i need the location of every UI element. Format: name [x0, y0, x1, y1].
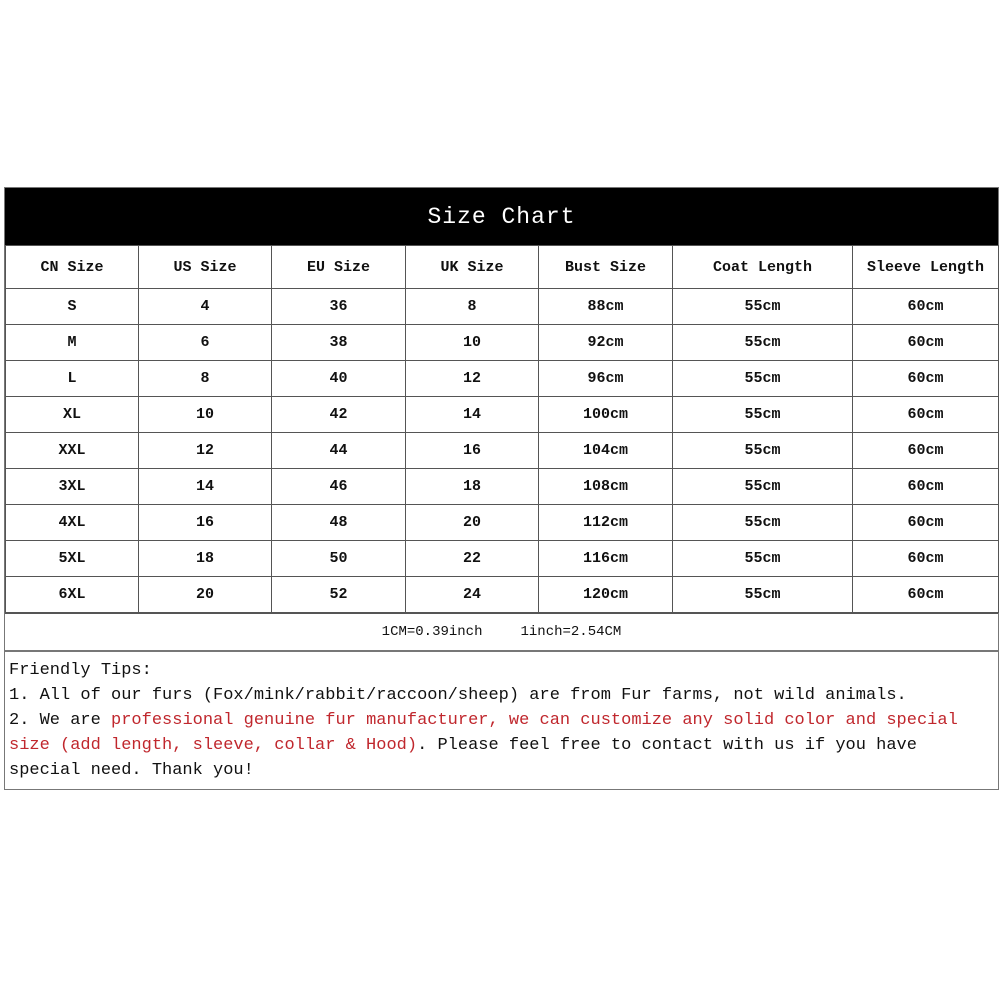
table-cell: 55cm [673, 577, 853, 613]
tip-2-suffix: . Please feel free to contact with us if you have special need. Thank you! [9, 736, 917, 780]
column-header: UK Size [406, 246, 539, 289]
unit-conversion [5, 613, 998, 650]
table-cell: 60cm [853, 397, 999, 433]
table-cell: 60cm [853, 289, 999, 325]
friendly-tips [5, 650, 998, 789]
table-cell: 55cm [673, 325, 853, 361]
table-cell: S [6, 289, 139, 325]
table-cell: 6 [139, 325, 272, 361]
table-cell: 16 [139, 505, 272, 541]
cm-to-inch: 1CM=0.39inch [381, 624, 483, 640]
table-row [6, 505, 999, 541]
table-cell: 3XL [6, 469, 139, 505]
table-cell: 10 [139, 397, 272, 433]
table-row [6, 361, 999, 397]
table-cell: 18 [406, 469, 539, 505]
table-cell: 88cm [539, 289, 673, 325]
table-cell: 55cm [673, 469, 853, 505]
column-header: Coat Length [673, 246, 853, 289]
tip-2 [9, 708, 994, 783]
table-cell: 12 [139, 433, 272, 469]
table-cell: 60cm [853, 541, 999, 577]
table-cell: 112cm [539, 505, 673, 541]
table-cell: 10 [406, 325, 539, 361]
table-row [6, 397, 999, 433]
table-cell: 8 [139, 361, 272, 397]
table-cell: 55cm [673, 397, 853, 433]
table-cell: XL [6, 397, 139, 433]
size-table [5, 245, 999, 613]
table-cell: 24 [406, 577, 539, 613]
table-cell: 55cm [673, 505, 853, 541]
table-cell: 96cm [539, 361, 673, 397]
table-cell: 5XL [6, 541, 139, 577]
tip-2-highlight: professional genuine fur manufacturer, we can customize any solid color and special size (add length, sleeve, collar & Hood) [9, 711, 958, 755]
table-cell: M [6, 325, 139, 361]
table-cell: 100cm [539, 397, 673, 433]
table-cell: 20 [139, 577, 272, 613]
table-cell: 20 [406, 505, 539, 541]
table-cell: 104cm [539, 433, 673, 469]
table-cell: 55cm [673, 541, 853, 577]
inch-to-cm: 1inch=2.54CM [520, 624, 622, 640]
column-header: Sleeve Length [853, 246, 999, 289]
table-cell: 60cm [853, 505, 999, 541]
column-header: CN Size [6, 246, 139, 289]
table-cell: 4 [139, 289, 272, 325]
table-cell: 55cm [673, 289, 853, 325]
column-header: Bust Size [539, 246, 673, 289]
table-cell: 22 [406, 541, 539, 577]
table-cell: 60cm [853, 325, 999, 361]
table-row [6, 289, 999, 325]
table-row [6, 433, 999, 469]
table-cell: 52 [272, 577, 406, 613]
table-cell: 108cm [539, 469, 673, 505]
column-header: EU Size [272, 246, 406, 289]
table-cell: 36 [272, 289, 406, 325]
size-chart [4, 187, 999, 790]
table-cell: 120cm [539, 577, 673, 613]
tips-heading: Friendly Tips: [9, 661, 152, 680]
table-row [6, 577, 999, 613]
table-cell: 4XL [6, 505, 139, 541]
table-cell: 48 [272, 505, 406, 541]
table-cell: 44 [272, 433, 406, 469]
tip-2-prefix: 2. We are [9, 711, 112, 730]
table-cell: 14 [139, 469, 272, 505]
table-cell: 42 [272, 397, 406, 433]
table-cell: 8 [406, 289, 539, 325]
table-cell: 55cm [673, 433, 853, 469]
table-cell: XXL [6, 433, 139, 469]
table-cell: 60cm [853, 433, 999, 469]
table-header-row [6, 246, 999, 289]
table-cell: 92cm [539, 325, 673, 361]
table-cell: 60cm [853, 361, 999, 397]
table-cell: 46 [272, 469, 406, 505]
table-cell: 18 [139, 541, 272, 577]
table-cell: 50 [272, 541, 406, 577]
table-cell: 55cm [673, 361, 853, 397]
table-cell: 60cm [853, 469, 999, 505]
table-cell: 40 [272, 361, 406, 397]
table-cell: 6XL [6, 577, 139, 613]
table-cell: 60cm [853, 577, 999, 613]
table-cell: 12 [406, 361, 539, 397]
chart-title: Size Chart [5, 188, 998, 245]
table-cell: L [6, 361, 139, 397]
table-row [6, 541, 999, 577]
table-row [6, 469, 999, 505]
table-cell: 38 [272, 325, 406, 361]
tip-1: 1. All of our furs (Fox/mink/rabbit/raccoon/sheep) are from Fur farms, not wild animals. [9, 686, 907, 705]
column-header: US Size [139, 246, 272, 289]
table-cell: 116cm [539, 541, 673, 577]
table-row [6, 325, 999, 361]
table-cell: 16 [406, 433, 539, 469]
table-cell: 14 [406, 397, 539, 433]
